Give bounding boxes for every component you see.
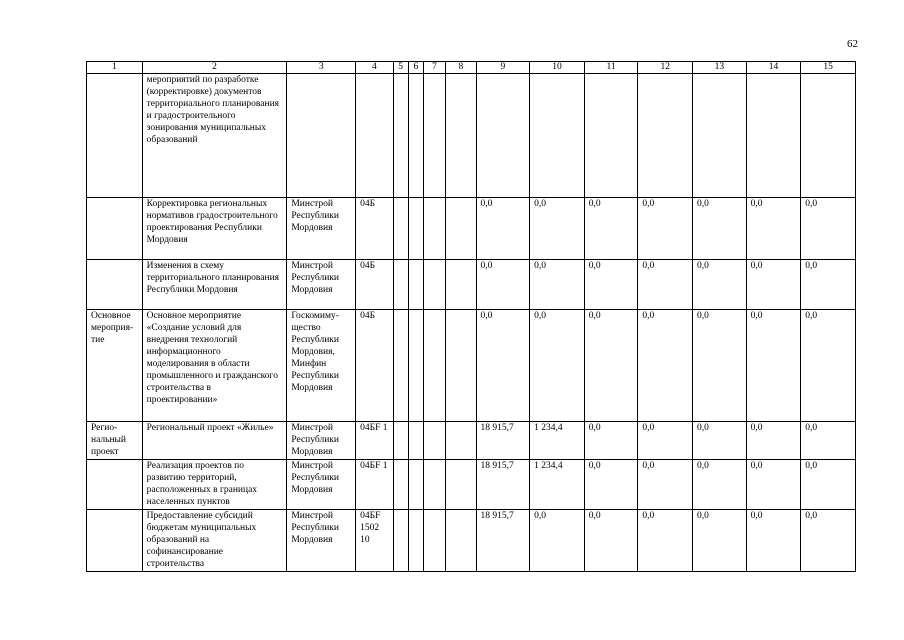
value-cell: 0,0 [476,310,530,422]
executor-cell: Госкомиму-щество Республики Мордовия, Минфин Республики Мордовия [287,310,356,422]
empty-cell [408,260,423,310]
header-row [87,62,856,74]
value-cell: 0,0 [746,422,801,460]
value-cell: 0,0 [746,460,801,510]
status-cell [87,74,143,198]
empty-cell [393,310,408,422]
value-cell: 0,0 [530,310,585,422]
empty-cell [446,74,476,198]
code-cell [356,74,393,198]
value-cell: 18 915,7 [476,422,530,460]
table-row [87,422,856,460]
column-header: 14 [746,62,801,74]
value-cell: 0,0 [638,310,693,422]
value-cell: 0,0 [638,260,693,310]
column-header: 3 [287,62,356,74]
value-cell [693,74,747,198]
executor-cell [287,74,356,198]
column-header: 11 [584,62,638,74]
code-cell: 04БF 1 [356,460,393,510]
value-cell [476,74,530,198]
value-cell: 0,0 [476,260,530,310]
value-cell: 0,0 [693,260,747,310]
column-header: 6 [408,62,423,74]
value-cell: 0,0 [530,198,585,260]
value-cell [746,74,801,198]
column-header: 5 [393,62,408,74]
status-cell [87,260,143,310]
value-cell: 0,0 [693,198,747,260]
value-cell: 0,0 [476,198,530,260]
budget-table [86,61,856,572]
empty-cell [446,198,476,260]
code-cell: 04Б [356,198,393,260]
value-cell: 0,0 [801,510,856,572]
activity-name-cell: Реализация проектов по развитию территорий, расположенных в границах населенных пунктов [142,460,287,510]
empty-cell [423,460,445,510]
executor-cell: Минстрой Республики Мордовия [287,422,356,460]
value-cell: 0,0 [801,198,856,260]
activity-name-cell: Корректировка региональных нормативов градостроительного проектирования Республики Мордовия [142,198,287,260]
column-header: 15 [801,62,856,74]
empty-cell [423,74,445,198]
value-cell: 0,0 [693,460,747,510]
value-cell: 0,0 [584,310,638,422]
value-cell: 0,0 [693,422,747,460]
value-cell: 0,0 [746,198,801,260]
column-header: 1 [87,62,143,74]
table-row [87,74,856,198]
table-row [87,510,856,572]
column-header: 10 [530,62,585,74]
value-cell: 0,0 [746,510,801,572]
table-row [87,260,856,310]
value-cell: 0,0 [584,198,638,260]
value-cell: 18 915,7 [476,460,530,510]
value-cell: 1 234,4 [530,460,585,510]
activity-name-cell: Основное мероприятие «Создание условий для внедрения технологий информационного моделирования в области промышленного и гражданского строительства в проектировании» [142,310,287,422]
column-header: 13 [693,62,747,74]
value-cell: 0,0 [530,510,585,572]
empty-cell [408,310,423,422]
executor-cell: Минстрой Республики Мордовия [287,460,356,510]
empty-cell [446,510,476,572]
activity-name-cell: мероприятий по разработке (корректировке) документов территориального планирования и градостроительного зонирования муниципальных образований [142,74,287,198]
value-cell [584,74,638,198]
value-cell: 0,0 [801,460,856,510]
column-header: 12 [638,62,693,74]
value-cell: 0,0 [584,422,638,460]
empty-cell [446,260,476,310]
empty-cell [408,510,423,572]
value-cell: 0,0 [584,460,638,510]
executor-cell: Минстрой Республики Мордовия [287,510,356,572]
empty-cell [393,422,408,460]
code-cell: 04БF 1502 10 [356,510,393,572]
empty-cell [393,510,408,572]
table-row [87,198,856,260]
column-header: 4 [356,62,393,74]
column-header: 2 [142,62,287,74]
value-cell: 0,0 [638,198,693,260]
status-cell: Регио-нальный проект [87,422,143,460]
value-cell [801,74,856,198]
empty-cell [423,260,445,310]
page-number: 62 [847,38,858,50]
value-cell: 1 234,4 [530,422,585,460]
value-cell: 0,0 [801,422,856,460]
value-cell: 0,0 [530,260,585,310]
column-header: 8 [446,62,476,74]
value-cell: 18 915,7 [476,510,530,572]
empty-cell [393,198,408,260]
value-cell: 0,0 [638,422,693,460]
table-row [87,460,856,510]
value-cell [530,74,585,198]
empty-cell [408,422,423,460]
status-cell: Основное мероприя-тие [87,310,143,422]
empty-cell [423,310,445,422]
empty-cell [393,260,408,310]
status-cell [87,460,143,510]
code-cell: 04БF 1 [356,422,393,460]
executor-cell: Минстрой Республики Мордовия [287,198,356,260]
code-cell: 04Б [356,310,393,422]
code-cell: 04Б [356,260,393,310]
value-cell: 0,0 [638,510,693,572]
column-header: 7 [423,62,445,74]
status-cell [87,510,143,572]
empty-cell [423,510,445,572]
empty-cell [423,198,445,260]
value-cell: 0,0 [801,310,856,422]
empty-cell [446,422,476,460]
empty-cell [393,460,408,510]
value-cell: 0,0 [638,460,693,510]
value-cell: 0,0 [693,310,747,422]
activity-name-cell: Изменения в схему территориального планирования Республики Мордовия [142,260,287,310]
value-cell: 0,0 [584,510,638,572]
value-cell: 0,0 [584,260,638,310]
value-cell: 0,0 [693,510,747,572]
empty-cell [408,74,423,198]
column-header: 9 [476,62,530,74]
value-cell: 0,0 [746,310,801,422]
value-cell [638,74,693,198]
empty-cell [446,460,476,510]
activity-name-cell: Предоставление субсидий бюджетам муниципальных образований на софинансирование строительства [142,510,287,572]
empty-cell [408,198,423,260]
empty-cell [408,460,423,510]
value-cell: 0,0 [746,260,801,310]
table-row [87,310,856,422]
activity-name-cell: Региональный проект «Жилье» [142,422,287,460]
executor-cell: Минстрой Республики Мордовия [287,260,356,310]
value-cell: 0,0 [801,260,856,310]
empty-cell [423,422,445,460]
empty-cell [393,74,408,198]
status-cell [87,198,143,260]
empty-cell [446,310,476,422]
